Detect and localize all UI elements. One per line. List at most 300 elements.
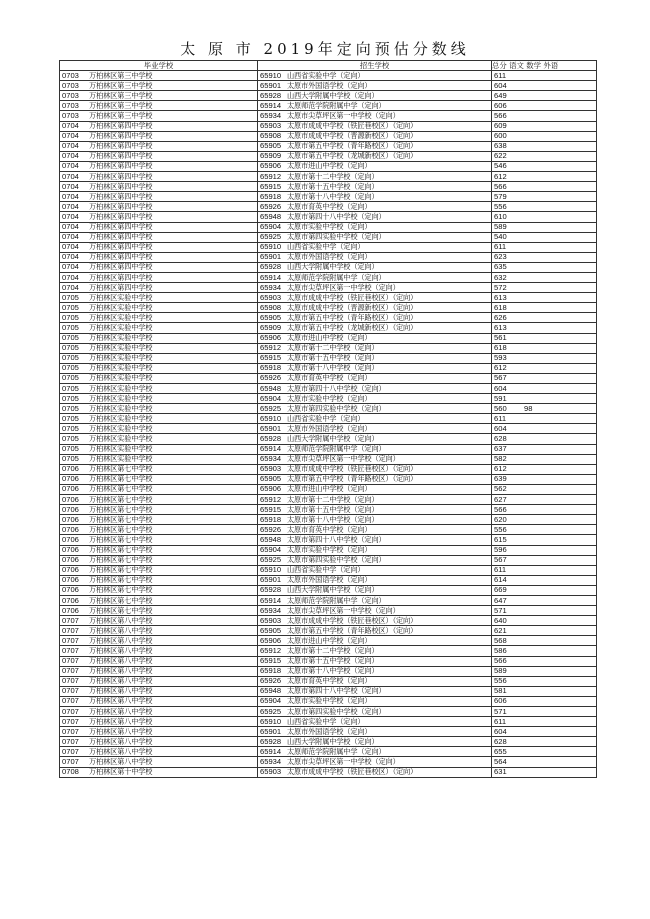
scores-cell bbox=[492, 353, 597, 363]
graduating-school-name: 万柏林区第八中学校 bbox=[89, 736, 153, 746]
graduating-school-cell bbox=[60, 212, 258, 222]
table-row bbox=[60, 353, 597, 363]
scores-cell bbox=[492, 192, 597, 202]
enrolling-school-cell bbox=[258, 404, 492, 414]
graduating-school-cell bbox=[60, 111, 258, 121]
total-score: 566 bbox=[494, 111, 507, 121]
header-scores: 总分 语文 数学 外语 bbox=[492, 61, 597, 71]
enrolling-school-name: 太原市第五中学校（青年路校区）（定向） bbox=[287, 141, 418, 151]
graduating-school-code: 0706 bbox=[62, 514, 79, 524]
graduating-school-name: 万柏林区实验中学校 bbox=[89, 343, 153, 353]
graduating-school-name: 万柏林区实验中学校 bbox=[89, 444, 153, 454]
total-score: 669 bbox=[494, 585, 507, 595]
enrolling-school-name: 太原市第四实验中学校（定向） bbox=[287, 232, 386, 242]
enrolling-school-cell bbox=[258, 91, 492, 101]
graduating-school-cell bbox=[60, 595, 258, 605]
table-row bbox=[60, 656, 597, 666]
graduating-school-code: 0705 bbox=[62, 312, 79, 322]
scores-cell bbox=[492, 525, 597, 535]
enrolling-school-name: 太原市实验中学校（定向） bbox=[287, 545, 372, 555]
enrolling-school-code: 65918 bbox=[260, 363, 282, 373]
graduating-school-code: 0706 bbox=[62, 464, 79, 474]
enrolling-school-code: 65926 bbox=[260, 201, 282, 211]
graduating-school-name: 万柏林区第七中学校 bbox=[89, 464, 153, 474]
graduating-school-cell bbox=[60, 91, 258, 101]
graduating-school-cell bbox=[60, 495, 258, 505]
enrolling-school-cell bbox=[258, 151, 492, 161]
total-score: 628 bbox=[494, 736, 507, 746]
graduating-school-code: 0706 bbox=[62, 565, 79, 575]
graduating-school-cell bbox=[60, 686, 258, 696]
enrolling-school-cell bbox=[258, 505, 492, 515]
scores-cell bbox=[492, 323, 597, 333]
enrolling-school-code: 65912 bbox=[260, 494, 282, 504]
graduating-school-code: 0707 bbox=[62, 716, 79, 726]
graduating-school-code: 0706 bbox=[62, 484, 79, 494]
scores-cell bbox=[492, 535, 597, 545]
enrolling-school-code: 65928 bbox=[260, 736, 282, 746]
table-row bbox=[60, 525, 597, 535]
graduating-school-code: 0707 bbox=[62, 635, 79, 645]
enrolling-school-cell bbox=[258, 353, 492, 363]
enrolling-school-code: 65903 bbox=[260, 121, 282, 131]
enrolling-school-code: 65928 bbox=[260, 434, 282, 444]
enrolling-school-name: 太原市成成中学校（晋源新校区）（定向） bbox=[287, 131, 418, 141]
enrolling-school-name: 太原市外国语学校（定向） bbox=[287, 252, 372, 262]
table-row bbox=[60, 293, 597, 303]
scores-cell bbox=[492, 272, 597, 282]
scores-cell bbox=[492, 747, 597, 757]
total-score: 610 bbox=[494, 211, 507, 221]
enrolling-school-cell bbox=[258, 707, 492, 717]
graduating-school-cell bbox=[60, 535, 258, 545]
enrolling-school-cell bbox=[258, 434, 492, 444]
graduating-school-cell bbox=[60, 283, 258, 293]
total-score: 568 bbox=[494, 635, 507, 645]
total-score: 615 bbox=[494, 534, 507, 544]
scores-cell bbox=[492, 686, 597, 696]
graduating-school-code: 0706 bbox=[62, 595, 79, 605]
enrolling-school-code: 65903 bbox=[260, 615, 282, 625]
graduating-school-name: 万柏林区实验中学校 bbox=[89, 312, 153, 322]
graduating-school-code: 0707 bbox=[62, 676, 79, 686]
total-score: 606 bbox=[494, 696, 507, 706]
graduating-school-code: 0705 bbox=[62, 322, 79, 332]
scores-cell bbox=[492, 363, 597, 373]
graduating-school-code: 0705 bbox=[62, 444, 79, 454]
enrolling-school-cell bbox=[258, 474, 492, 484]
table-header-row bbox=[60, 61, 597, 71]
enrolling-school-code: 65948 bbox=[260, 211, 282, 221]
table-row bbox=[60, 71, 597, 81]
table-row bbox=[60, 384, 597, 394]
scores-cell bbox=[492, 384, 597, 394]
enrolling-school-code: 65901 bbox=[260, 726, 282, 736]
graduating-school-cell bbox=[60, 767, 258, 777]
graduating-school-name: 万柏林区第四中学校 bbox=[89, 121, 153, 131]
enrolling-school-cell bbox=[258, 464, 492, 474]
enrolling-school-name: 太原市外国语学校（定向） bbox=[287, 575, 372, 585]
enrolling-school-name: 太原市进山中学校（定向） bbox=[287, 161, 372, 171]
scores-cell bbox=[492, 595, 597, 605]
graduating-school-cell bbox=[60, 575, 258, 585]
graduating-school-code: 0707 bbox=[62, 666, 79, 676]
enrolling-school-name: 太原市成成中学校（铁匠巷校区）（定向） bbox=[287, 121, 418, 131]
graduating-school-name: 万柏林区第四中学校 bbox=[89, 272, 153, 282]
enrolling-school-name: 山西省实验中学（定向） bbox=[287, 413, 365, 423]
scores-cell bbox=[492, 262, 597, 272]
table-row bbox=[60, 161, 597, 171]
enrolling-school-name: 太原市第十二中学校（定向） bbox=[287, 645, 379, 655]
enrolling-school-code: 65903 bbox=[260, 767, 282, 777]
graduating-school-code: 0704 bbox=[62, 141, 79, 151]
total-score: 647 bbox=[494, 595, 507, 605]
table-row bbox=[60, 464, 597, 474]
scores-cell bbox=[492, 394, 597, 404]
graduating-school-code: 0707 bbox=[62, 726, 79, 736]
enrolling-school-cell bbox=[258, 616, 492, 626]
enrolling-school-name: 太原市尖草坪区第一中学校（定向） bbox=[287, 605, 400, 615]
enrolling-school-name: 太原市第十二中学校（定向） bbox=[287, 343, 379, 353]
total-score: 589 bbox=[494, 666, 507, 676]
table-row bbox=[60, 111, 597, 121]
graduating-school-name: 万柏林区第三中学校 bbox=[89, 111, 153, 121]
table-row bbox=[60, 394, 597, 404]
graduating-school-cell bbox=[60, 727, 258, 737]
enrolling-school-name: 太原市实验中学校（定向） bbox=[287, 393, 372, 403]
enrolling-school-code: 65925 bbox=[260, 706, 282, 716]
graduating-school-cell bbox=[60, 585, 258, 595]
table-row bbox=[60, 565, 597, 575]
enrolling-school-code: 65909 bbox=[260, 322, 282, 332]
table-row bbox=[60, 575, 597, 585]
graduating-school-name: 万柏林区第四中学校 bbox=[89, 131, 153, 141]
enrolling-school-name: 太原市进山中学校（定向） bbox=[287, 484, 372, 494]
enrolling-school-cell bbox=[258, 262, 492, 272]
table-row bbox=[60, 303, 597, 313]
total-score: 581 bbox=[494, 686, 507, 696]
enrolling-school-name: 太原市尖草坪区第一中学校（定向） bbox=[287, 757, 400, 767]
enrolling-school-code: 65934 bbox=[260, 605, 282, 615]
enrolling-school-cell bbox=[258, 424, 492, 434]
table-row bbox=[60, 222, 597, 232]
graduating-school-name: 万柏林区第八中学校 bbox=[89, 716, 153, 726]
graduating-school-cell bbox=[60, 656, 258, 666]
graduating-school-code: 0707 bbox=[62, 757, 79, 767]
total-score: 618 bbox=[494, 343, 507, 353]
graduating-school-code: 0705 bbox=[62, 393, 79, 403]
scores-cell bbox=[492, 505, 597, 515]
total-score: 582 bbox=[494, 454, 507, 464]
enrolling-school-cell bbox=[258, 202, 492, 212]
graduating-school-name: 万柏林区第七中学校 bbox=[89, 595, 153, 605]
table-row bbox=[60, 595, 597, 605]
enrolling-school-code: 65934 bbox=[260, 454, 282, 464]
enrolling-school-code: 65948 bbox=[260, 383, 282, 393]
graduating-school-name: 万柏林区第七中学校 bbox=[89, 545, 153, 555]
table-row bbox=[60, 141, 597, 151]
total-score: 572 bbox=[494, 282, 507, 292]
graduating-school-cell bbox=[60, 646, 258, 656]
enrolling-school-code: 65915 bbox=[260, 504, 282, 514]
table-row bbox=[60, 363, 597, 373]
graduating-school-cell bbox=[60, 666, 258, 676]
enrolling-school-name: 山西省实验中学（定向） bbox=[287, 716, 365, 726]
total-score: 640 bbox=[494, 615, 507, 625]
scores-cell bbox=[492, 283, 597, 293]
scores-cell bbox=[492, 474, 597, 484]
enrolling-school-code: 65915 bbox=[260, 181, 282, 191]
enrolling-school-code: 65906 bbox=[260, 161, 282, 171]
enrolling-school-name: 太原市尖草坪区第一中学校（定向） bbox=[287, 454, 400, 464]
graduating-school-name: 万柏林区第七中学校 bbox=[89, 494, 153, 504]
table-row bbox=[60, 737, 597, 747]
enrolling-school-cell bbox=[258, 283, 492, 293]
graduating-school-cell bbox=[60, 555, 258, 565]
graduating-school-code: 0705 bbox=[62, 353, 79, 363]
scores-cell bbox=[492, 333, 597, 343]
enrolling-school-cell bbox=[258, 646, 492, 656]
graduating-school-cell bbox=[60, 81, 258, 91]
graduating-school-name: 万柏林区第八中学校 bbox=[89, 615, 153, 625]
scores-cell bbox=[492, 707, 597, 717]
enrolling-school-cell bbox=[258, 212, 492, 222]
enrolling-school-code: 65948 bbox=[260, 686, 282, 696]
graduating-school-code: 0706 bbox=[62, 585, 79, 595]
table-row bbox=[60, 474, 597, 484]
enrolling-school-code: 65926 bbox=[260, 373, 282, 383]
total-score: 604 bbox=[494, 383, 507, 393]
graduating-school-code: 0705 bbox=[62, 403, 79, 413]
total-score: 556 bbox=[494, 524, 507, 534]
total-score: 612 bbox=[494, 363, 507, 373]
enrolling-school-cell bbox=[258, 313, 492, 323]
graduating-school-code: 0705 bbox=[62, 423, 79, 433]
total-score: 567 bbox=[494, 373, 507, 383]
scores-cell bbox=[492, 71, 597, 81]
table-row bbox=[60, 515, 597, 525]
enrolling-school-cell bbox=[258, 727, 492, 737]
graduating-school-cell bbox=[60, 182, 258, 192]
scores-cell bbox=[492, 676, 597, 686]
enrolling-school-cell bbox=[258, 182, 492, 192]
enrolling-school-code: 65901 bbox=[260, 423, 282, 433]
graduating-school-code: 0704 bbox=[62, 222, 79, 232]
table-row bbox=[60, 707, 597, 717]
total-score: 586 bbox=[494, 645, 507, 655]
total-score: 613 bbox=[494, 292, 507, 302]
enrolling-school-cell bbox=[258, 141, 492, 151]
enrolling-school-name: 太原市第十五中学校（定向） bbox=[287, 656, 379, 666]
table-row bbox=[60, 424, 597, 434]
scores-cell bbox=[492, 131, 597, 141]
enrolling-school-cell bbox=[258, 172, 492, 182]
scores-cell bbox=[492, 202, 597, 212]
graduating-school-name: 万柏林区实验中学校 bbox=[89, 302, 153, 312]
enrolling-school-name: 山西大学附属中学校（定向） bbox=[287, 585, 379, 595]
table-body bbox=[60, 71, 597, 778]
graduating-school-cell bbox=[60, 484, 258, 494]
total-score: 614 bbox=[494, 575, 507, 585]
graduating-school-name: 万柏林区第七中学校 bbox=[89, 514, 153, 524]
table-row bbox=[60, 646, 597, 656]
enrolling-school-code: 65915 bbox=[260, 656, 282, 666]
graduating-school-code: 0704 bbox=[62, 181, 79, 191]
scores-cell bbox=[492, 424, 597, 434]
graduating-school-code: 0703 bbox=[62, 90, 79, 100]
total-score: 620 bbox=[494, 514, 507, 524]
table-row bbox=[60, 484, 597, 494]
table-row bbox=[60, 101, 597, 111]
graduating-school-cell bbox=[60, 192, 258, 202]
graduating-school-name: 万柏林区实验中学校 bbox=[89, 353, 153, 363]
graduating-school-name: 万柏林区第十中学校 bbox=[89, 767, 153, 777]
graduating-school-code: 0703 bbox=[62, 100, 79, 110]
graduating-school-cell bbox=[60, 737, 258, 747]
graduating-school-code: 0707 bbox=[62, 625, 79, 635]
enrolling-school-code: 65934 bbox=[260, 282, 282, 292]
enrolling-school-cell bbox=[258, 101, 492, 111]
table-row bbox=[60, 535, 597, 545]
graduating-school-name: 万柏林区第八中学校 bbox=[89, 656, 153, 666]
graduating-school-name: 万柏林区第七中学校 bbox=[89, 484, 153, 494]
graduating-school-name: 万柏林区第四中学校 bbox=[89, 141, 153, 151]
scores-cell bbox=[492, 414, 597, 424]
table-row bbox=[60, 272, 597, 282]
enrolling-school-name: 太原市育英中学校（定向） bbox=[287, 524, 372, 534]
graduating-school-name: 万柏林区第四中学校 bbox=[89, 222, 153, 232]
enrolling-school-code: 65914 bbox=[260, 272, 282, 282]
graduating-school-name: 万柏林区第八中学校 bbox=[89, 746, 153, 756]
graduating-school-code: 0705 bbox=[62, 302, 79, 312]
graduating-school-name: 万柏林区第八中学校 bbox=[89, 676, 153, 686]
page-title: 太 原 市 2019年定向预估分数线 bbox=[180, 40, 470, 58]
graduating-school-code: 0705 bbox=[62, 363, 79, 373]
graduating-school-name: 万柏林区第七中学校 bbox=[89, 474, 153, 484]
graduating-school-name: 万柏林区第三中学校 bbox=[89, 100, 153, 110]
enrolling-school-cell bbox=[258, 71, 492, 81]
scores-cell bbox=[492, 585, 597, 595]
graduating-school-code: 0706 bbox=[62, 605, 79, 615]
table-row bbox=[60, 232, 597, 242]
graduating-school-name: 万柏林区第八中学校 bbox=[89, 757, 153, 767]
enrolling-school-cell bbox=[258, 747, 492, 757]
table-row bbox=[60, 262, 597, 272]
enrolling-school-name: 太原师范学院附属中学（定向） bbox=[287, 100, 386, 110]
enrolling-school-cell bbox=[258, 737, 492, 747]
scores-cell bbox=[492, 101, 597, 111]
scores-cell bbox=[492, 616, 597, 626]
total-score: 631 bbox=[494, 767, 507, 777]
header-enrolling-school: 招生学校 bbox=[258, 61, 492, 71]
enrolling-school-code: 65910 bbox=[260, 413, 282, 423]
scores-cell bbox=[492, 626, 597, 636]
table-row bbox=[60, 444, 597, 454]
graduating-school-name: 万柏林区第七中学校 bbox=[89, 585, 153, 595]
table-row bbox=[60, 343, 597, 353]
enrolling-school-name: 太原市成成中学校（铁匠巷校区）（定向） bbox=[287, 464, 418, 474]
table-row bbox=[60, 121, 597, 131]
graduating-school-cell bbox=[60, 333, 258, 343]
enrolling-school-name: 太原师范学院附属中学（定向） bbox=[287, 272, 386, 282]
enrolling-school-name: 太原市实验中学校（定向） bbox=[287, 222, 372, 232]
graduating-school-cell bbox=[60, 474, 258, 484]
enrolling-school-cell bbox=[258, 767, 492, 777]
graduating-school-name: 万柏林区第三中学校 bbox=[89, 80, 153, 90]
enrolling-school-cell bbox=[258, 565, 492, 575]
scores-cell bbox=[492, 242, 597, 252]
graduating-school-name: 万柏林区第七中学校 bbox=[89, 575, 153, 585]
graduating-school-code: 0704 bbox=[62, 201, 79, 211]
scores-cell bbox=[492, 757, 597, 767]
table-row bbox=[60, 182, 597, 192]
graduating-school-cell bbox=[60, 141, 258, 151]
scores-cell bbox=[492, 656, 597, 666]
graduating-school-cell bbox=[60, 101, 258, 111]
graduating-school-name: 万柏林区第七中学校 bbox=[89, 504, 153, 514]
table-row bbox=[60, 757, 597, 767]
table-row bbox=[60, 212, 597, 222]
enrolling-school-name: 太原市第五中学校（龙城新校区）（定向） bbox=[287, 322, 418, 332]
enrolling-school-name: 山西省实验中学（定向） bbox=[287, 70, 365, 80]
enrolling-school-code: 65910 bbox=[260, 565, 282, 575]
scores-cell bbox=[492, 484, 597, 494]
enrolling-school-code: 65928 bbox=[260, 90, 282, 100]
enrolling-school-cell bbox=[258, 373, 492, 383]
total-score: 611 bbox=[494, 70, 507, 80]
graduating-school-name: 万柏林区第四中学校 bbox=[89, 181, 153, 191]
graduating-school-cell bbox=[60, 252, 258, 262]
enrolling-school-name: 山西大学附属中学校（定向） bbox=[287, 434, 379, 444]
enrolling-school-cell bbox=[258, 757, 492, 767]
graduating-school-cell bbox=[60, 696, 258, 706]
enrolling-school-cell bbox=[258, 696, 492, 706]
enrolling-school-code: 65934 bbox=[260, 111, 282, 121]
enrolling-school-name: 太原市第十五中学校（定向） bbox=[287, 504, 379, 514]
enrolling-school-name: 山西省实验中学（定向） bbox=[287, 565, 365, 575]
scores-cell bbox=[492, 252, 597, 262]
graduating-school-code: 0704 bbox=[62, 242, 79, 252]
enrolling-school-code: 65918 bbox=[260, 666, 282, 676]
table-row bbox=[60, 192, 597, 202]
enrolling-school-cell bbox=[258, 545, 492, 555]
graduating-school-cell bbox=[60, 525, 258, 535]
total-score: 556 bbox=[494, 201, 507, 211]
graduating-school-name: 万柏林区实验中学校 bbox=[89, 434, 153, 444]
graduating-school-name: 万柏林区实验中学校 bbox=[89, 373, 153, 383]
enrolling-school-name: 太原市成成中学校（铁匠巷校区）（定向） bbox=[287, 292, 418, 302]
graduating-school-code: 0705 bbox=[62, 434, 79, 444]
total-score: 571 bbox=[494, 706, 507, 716]
enrolling-school-code: 65912 bbox=[260, 343, 282, 353]
enrolling-school-cell bbox=[258, 242, 492, 252]
enrolling-school-cell bbox=[258, 343, 492, 353]
enrolling-school-code: 65903 bbox=[260, 292, 282, 302]
enrolling-school-code: 65914 bbox=[260, 444, 282, 454]
graduating-school-code: 0705 bbox=[62, 383, 79, 393]
graduating-school-cell bbox=[60, 353, 258, 363]
enrolling-school-name: 太原市第十二中学校（定向） bbox=[287, 171, 379, 181]
enrolling-school-name: 太原市育英中学校（定向） bbox=[287, 676, 372, 686]
scores-cell bbox=[492, 81, 597, 91]
enrolling-school-code: 65918 bbox=[260, 514, 282, 524]
graduating-school-cell bbox=[60, 626, 258, 636]
graduating-school-code: 0707 bbox=[62, 746, 79, 756]
graduating-school-name: 万柏林区第四中学校 bbox=[89, 262, 153, 272]
graduating-school-cell bbox=[60, 424, 258, 434]
graduating-school-name: 万柏林区第八中学校 bbox=[89, 645, 153, 655]
table-row bbox=[60, 767, 597, 777]
